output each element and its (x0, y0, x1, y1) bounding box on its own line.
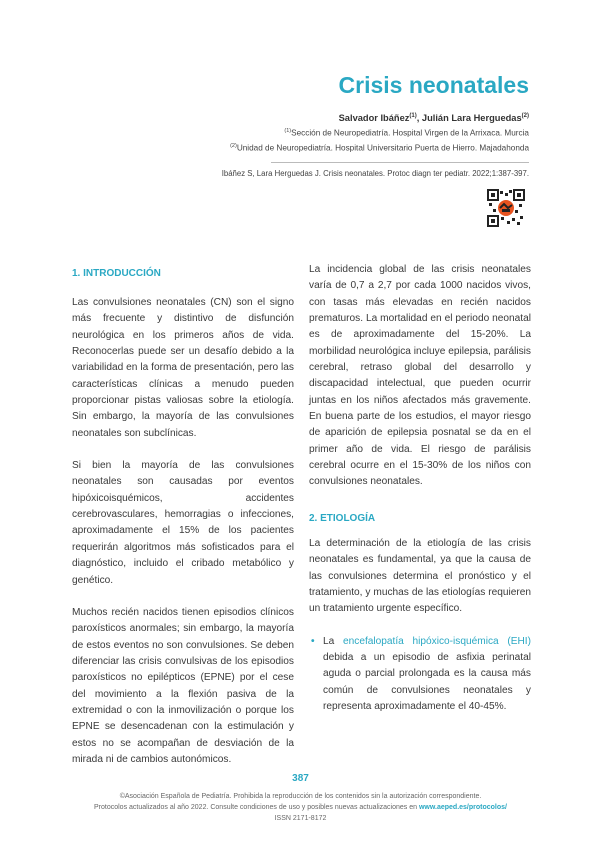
affiliation-mark: (1) (409, 113, 417, 119)
affiliation-1 (284, 128, 529, 138)
page-number: 387 (292, 773, 309, 784)
author-name: Salvador Ibáñez (338, 113, 410, 124)
paragraph: Si bien la mayoría de las convulsiones neonatales son causadas por eventos hipóxicoisquémicos, accidentes cerebrovasculares, hemorragias o infecciones, aproximadamente el 15% de los pacientes requerirán algoritmos más sofisticados para el diagnóstico, incluido el cribado metabólico y genético. (72, 460, 294, 586)
author-line: Salvador Ibáñez$^{(1)}$, Julián Lara Herguedas$^{(2)}$ (338, 113, 529, 124)
author-name: Julián Lara Herguedas (421, 113, 522, 124)
affiliation-mark: (2) (230, 143, 237, 149)
update-text: Protocolos actualizados al año 2022. Consulte condiciones de uso y posibles nuevas actualizaciones en (94, 804, 417, 811)
affiliation-mark: (2) (521, 113, 529, 119)
section-heading-introduccion: 1. INTRODUCCIÓN (72, 268, 161, 279)
issn: ISSN 2171-8172 (274, 815, 327, 822)
right-column (309, 262, 531, 715)
highlighted-term: encefalopatía hipóxico-isquémica (EHI) (343, 635, 531, 647)
left-column (72, 262, 294, 784)
paragraph: Las convulsiones neonatales (CN) son el signo más frecuente y distintivo de disfunción neurológica en los primeros años de vida. Reconocerlas puede ser un desafío debido a la variabilidad en la forma de presentación, pero las características clínicas a menudo pueden proporcionar pistas valiosas sobre la etiología. Sin embargo, la mayoría de las convulsiones neonatales son subclínicas. (72, 297, 294, 439)
etiology-list (309, 634, 531, 716)
list-item-prefix: La (323, 635, 343, 647)
affiliation-2 (230, 143, 529, 153)
copyright-notice: ©Asociación Española de Pediatría. Prohibida la reproducción de los contenidos sin la autorización correspondiente. (119, 793, 482, 800)
update-notice (0, 804, 601, 811)
page-title: Crisis neonatales (338, 72, 529, 98)
qr-code-icon[interactable] (487, 189, 525, 227)
list-item (309, 634, 531, 716)
protocols-link[interactable]: www.aeped.es/protocolos/ (418, 804, 507, 811)
paragraph: La incidencia global de las crisis neonatales varía de 0,7 a 2,7 por cada 1000 nacidos vivos, con tasas más elevadas en recién nacidos prematuros. La mortalidad en el periodo neonatal es de aproximadamente del 15-20%. La morbilidad neurológica incluye epilepsia, parálisis cerebral, retraso global del desarrollo y discapacidad intelectual, que pueden ocurrir juntas en los niños afectados más gravemente. En buena parte de los estudios, el mayor riesgo de aparición de epilepsia posnatal se da en el primer año de vida. El riesgo de parálisis cerebral ocurre en el 15-30% de los niños con convulsiones neonatales. (309, 264, 531, 488)
header-divider (271, 162, 529, 163)
citation: Ibáñez S, Lara Herguedas J. Crisis neonatales. Protoc diagn ter pediatr. 2022;1:387-397. (221, 169, 529, 178)
affiliation-text: Unidad de Neuropediatría. Hospital Universitario Puerta de Hierro. Majadahonda (236, 143, 529, 153)
affiliation-text: Sección de Neuropediatría. Hospital Virgen de la Arrixaca. Murcia (291, 128, 529, 138)
paragraph: Muchos recién nacidos tienen episodios clínicos paroxísticos anormales; sin embargo, la mayoría de estos eventos no son convulsiones. Se deben diferenciar las crisis convulsivas de los episodios paroxísticos no epilépticos (EPNE) por el cese del movimiento a la flexión pasiva de la extremidad o con la inmovilización o porque los EPNE se desencadenan con la estimulación y estos no se acompañan de desviación de la mirada ni de cambios autonómicos. (72, 606, 294, 765)
section-heading-etiologia: 2. ETIOLOGÍA (309, 512, 376, 524)
affiliation-mark: (1) (284, 128, 292, 134)
list-item-text: debida a un episodio de asfixia perinatal aguda o parcial prolongada es la causa más común de convulsiones neonatales y representa aproximadamente el 40-45%. (323, 651, 531, 712)
paragraph: La determinación de la etiología de las crisis neonatales es fundamental, ya que la causa de las convulsiones determina el pronóstico y el tratamiento, y muchas de las etiologías requieren un tratamiento urgente específico. (309, 537, 531, 615)
bullet-icon: • (311, 635, 315, 647)
